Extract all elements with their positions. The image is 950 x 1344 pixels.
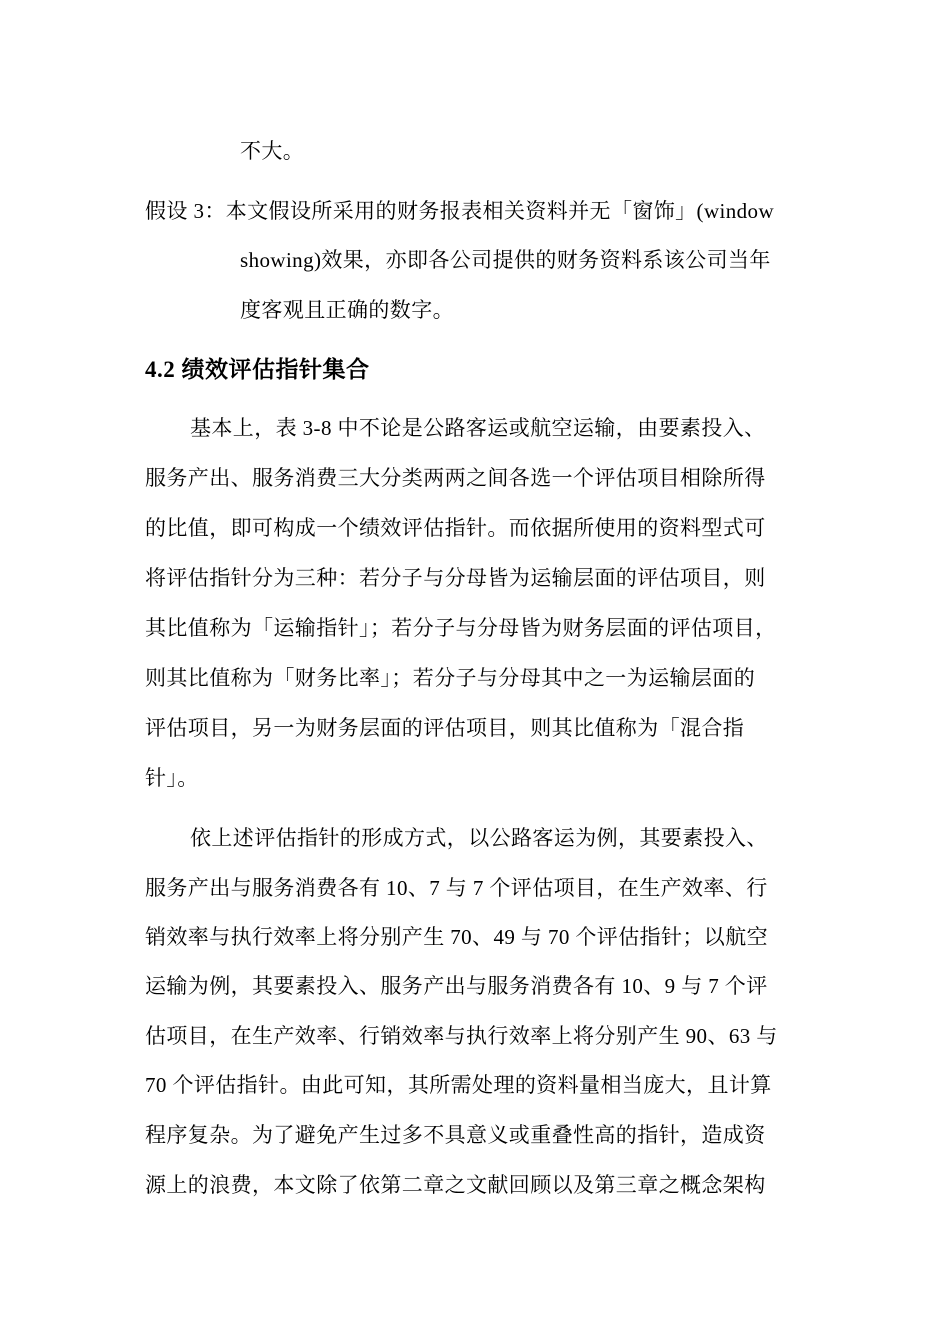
paragraph2-line: 程序复杂。为了避免产生过多不具意义或重叠性高的指针，造成资: [145, 1123, 766, 1147]
paragraph2-line: 依上述评估指针的形成方式，以公路客运为例，其要素投入、: [190, 826, 768, 850]
assumption-3-line-3: 度客观且正确的数字。: [240, 298, 454, 322]
paragraph2-line: 运输为例，其要素投入、服务产出与服务消费各有 10、9 与 7 个评: [145, 974, 768, 998]
paragraph1-line: 基本上，表 3-8 中不论是公路客运或航空运输，由要素投入、: [190, 416, 766, 440]
paragraph1-line: 将评估指针分为三种：若分子与分母皆为运输层面的评估项目，则: [145, 566, 766, 590]
paragraph1-line: 针」。: [145, 766, 199, 790]
assumption-3-line-1: 假设 3：本文假设所采用的财务报表相关资料并无「窗饰」(window: [145, 199, 775, 223]
paragraph1-line: 服务产出、服务消费三大分类两两之间各选一个评估项目相除所得: [145, 466, 766, 490]
paragraph1-line: 的比值，即可构成一个绩效评估指针。而依据所使用的资料型式可: [145, 516, 766, 540]
section-heading: 4.2 绩效评估指针集合: [145, 357, 370, 382]
assumption-3-line-2: showing)效果，亦即各公司提供的财务资料系该公司当年: [240, 248, 771, 272]
paragraph1-line: 其比值称为「运输指针」；若分子与分母皆为财务层面的评估项目，: [145, 616, 777, 640]
assumption-continuation: 不大。: [240, 139, 305, 163]
paragraph1-line: 则其比值称为「财务比率」；若分子与分母其中之一为运输层面的: [145, 666, 756, 690]
paragraph1-line: 评估项目，另一为财务层面的评估项目，则其比值称为「混合指: [145, 716, 745, 740]
paragraph2-line: 销效率与执行效率上将分别产生 70、49 与 70 个评估指针；以航空: [145, 925, 768, 949]
paragraph2-line: 估项目，在生产效率、行销效率与执行效率上将分别产生 90、63 与: [145, 1024, 778, 1048]
paragraph2-line: 源上的浪费，本文除了依第二章之文献回顾以及第三章之概念架构: [145, 1173, 766, 1197]
paragraph2-line: 服务产出与服务消费各有 10、7 与 7 个评估项目，在生产效率、行: [145, 876, 768, 900]
paragraph2-line: 70 个评估指针。由此可知，其所需处理的资料量相当庞大，且计算: [145, 1073, 772, 1097]
